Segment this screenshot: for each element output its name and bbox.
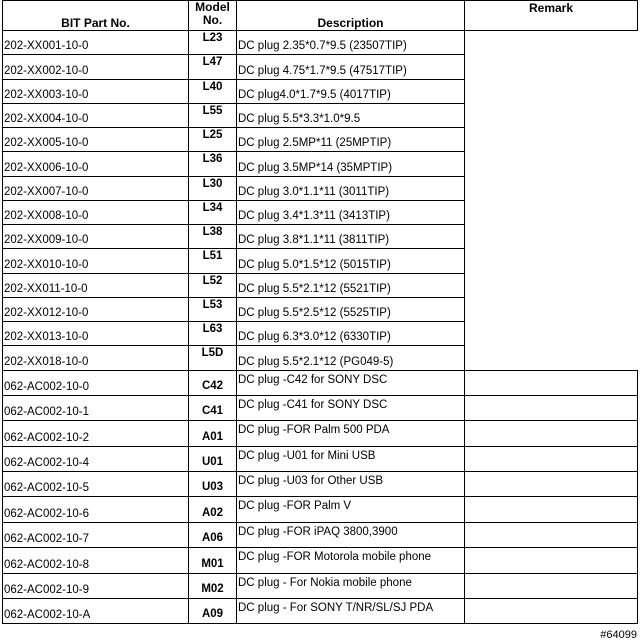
header-model-line1: Model — [195, 0, 230, 14]
cell-description: DC plug 6.3*3.0*12 (6330TIP) — [237, 322, 465, 346]
cell-model-no: M01 — [189, 548, 237, 573]
parts-table — [2, 0, 638, 624]
cell-model-no: L63 — [189, 322, 237, 346]
cell-description: DC plug 3.0*1.1*11 (3011TIP) — [237, 176, 465, 200]
cell-part-no: 062-AC002-10-6 — [3, 497, 189, 522]
table-row — [3, 370, 638, 395]
table-row — [3, 497, 638, 522]
cell-model-no: L38 — [189, 225, 237, 249]
table-row — [3, 79, 638, 103]
header-description: Description — [237, 1, 465, 31]
table-row — [3, 297, 638, 321]
cell-description: DC plug -C41 for SONY DSC — [237, 395, 465, 420]
cell-remark — [465, 128, 638, 152]
cell-model-no: L34 — [189, 200, 237, 224]
cell-model-no: L5D — [189, 346, 237, 370]
cell-part-no: 202-XX009-10-0 — [3, 225, 189, 249]
cell-part-no: 202-XX018-10-0 — [3, 346, 189, 370]
table-row — [3, 472, 638, 497]
cell-part-no: 202-XX006-10-0 — [3, 152, 189, 176]
cell-description: DC plug 3.8*1.1*11 (3811TIP) — [237, 225, 465, 249]
cell-remark — [465, 176, 638, 200]
cell-description: DC plug -FOR Palm 500 PDA — [237, 421, 465, 446]
cell-model-no: L55 — [189, 103, 237, 127]
cell-part-no: 202-XX010-10-0 — [3, 249, 189, 273]
cell-part-no: 202-XX007-10-0 — [3, 176, 189, 200]
table-row — [3, 55, 638, 79]
cell-model-no: A09 — [189, 599, 237, 624]
cell-part-no: 202-XX012-10-0 — [3, 297, 189, 321]
cell-remark — [465, 322, 638, 346]
header-part-no: BIT Part No. — [3, 1, 189, 31]
table-row — [3, 200, 638, 224]
cell-description: DC plug - For SONY T/NR/SL/SJ PDA — [237, 599, 465, 624]
cell-model-no: C42 — [189, 370, 237, 395]
cell-part-no: 062-AC002-10-2 — [3, 421, 189, 446]
cell-part-no: 202-XX002-10-0 — [3, 55, 189, 79]
cell-part-no: 202-XX013-10-0 — [3, 322, 189, 346]
table-row — [3, 322, 638, 346]
cell-description: DC plug 2.5MP*11 (25MPTIP) — [237, 128, 465, 152]
cell-remark — [465, 31, 638, 55]
cell-description: DC plug 5.5*2.1*12 (PG049-5) — [237, 346, 465, 370]
cell-model-no: U01 — [189, 446, 237, 471]
table-row — [3, 273, 638, 297]
cell-part-no: 062-AC002-10-7 — [3, 522, 189, 547]
cell-model-no: U03 — [189, 472, 237, 497]
cell-model-no: L51 — [189, 249, 237, 273]
cell-model-no: L53 — [189, 297, 237, 321]
cell-remark — [465, 573, 638, 598]
cell-model-no: M02 — [189, 573, 237, 598]
cell-remark — [465, 395, 638, 420]
cell-part-no: 062-AC002-10-5 — [3, 472, 189, 497]
cell-part-no: 062-AC002-10-9 — [3, 573, 189, 598]
cell-model-no: L23 — [189, 31, 237, 55]
header-row — [3, 1, 638, 31]
header-model-line2: No. — [202, 13, 223, 27]
cell-remark — [465, 200, 638, 224]
cell-model-no: L40 — [189, 79, 237, 103]
cell-description: DC plug -FOR Motorola mobile phone — [237, 548, 465, 573]
cell-description: DC plug 4.75*1.7*9.5 (47517TIP) — [237, 55, 465, 79]
table-row — [3, 599, 638, 624]
table-row — [3, 225, 638, 249]
cell-remark — [465, 522, 638, 547]
cell-description: DC plug 5.5*3.3*1.0*9.5 — [237, 103, 465, 127]
cell-remark — [465, 346, 638, 370]
cell-remark — [465, 297, 638, 321]
header-remark: Remark — [465, 1, 638, 31]
cell-part-no: 202-XX008-10-0 — [3, 200, 189, 224]
watermark-id: #64099 — [600, 629, 637, 641]
cell-remark — [465, 548, 638, 573]
table-row — [3, 446, 638, 471]
cell-remark — [465, 79, 638, 103]
cell-part-no: 062-AC002-10-1 — [3, 395, 189, 420]
cell-remark — [465, 370, 638, 395]
cell-description: DC plug 5.5*2.1*12 (5521TIP) — [237, 273, 465, 297]
cell-remark — [465, 446, 638, 471]
cell-remark — [465, 599, 638, 624]
cell-part-no: 202-XX005-10-0 — [3, 128, 189, 152]
cell-remark — [465, 497, 638, 522]
cell-description: DC plug - For Nokia mobile phone — [237, 573, 465, 598]
table-row — [3, 395, 638, 420]
cell-description: DC plug -U01 for Mini USB — [237, 446, 465, 471]
cell-part-no: 202-XX003-10-0 — [3, 79, 189, 103]
cell-remark — [465, 103, 638, 127]
cell-model-no: A06 — [189, 522, 237, 547]
cell-remark — [465, 152, 638, 176]
cell-description: DC plug 5.0*1.5*12 (5015TIP) — [237, 249, 465, 273]
cell-model-no: L47 — [189, 55, 237, 79]
table-row — [3, 128, 638, 152]
cell-description: DC plug4.0*1.7*9.5 (4017TIP) — [237, 79, 465, 103]
cell-part-no: 202-XX011-10-0 — [3, 273, 189, 297]
cell-description: DC plug -FOR iPAQ 3800,3900 — [237, 522, 465, 547]
cell-description: DC plug 3.4*1.3*11 (3413TIP) — [237, 200, 465, 224]
cell-part-no: 202-XX001-10-0 — [3, 31, 189, 55]
table-body — [3, 31, 638, 624]
table-row — [3, 522, 638, 547]
cell-part-no: 062-AC002-10-A — [3, 599, 189, 624]
cell-remark — [465, 225, 638, 249]
cell-model-no: L30 — [189, 176, 237, 200]
cell-model-no: L25 — [189, 128, 237, 152]
cell-model-no: C41 — [189, 395, 237, 420]
cell-description: DC plug -C42 for SONY DSC — [237, 370, 465, 395]
cell-model-no: L52 — [189, 273, 237, 297]
table-row — [3, 421, 638, 446]
cell-part-no: 062-AC002-10-0 — [3, 370, 189, 395]
cell-part-no: 062-AC002-10-4 — [3, 446, 189, 471]
table-row — [3, 548, 638, 573]
cell-description: DC plug 5.5*2.5*12 (5525TIP) — [237, 297, 465, 321]
table-row — [3, 152, 638, 176]
cell-remark — [465, 249, 638, 273]
table-row — [3, 573, 638, 598]
header-model-no — [189, 1, 237, 31]
table-row — [3, 31, 638, 55]
table-row — [3, 103, 638, 127]
cell-model-no: A01 — [189, 421, 237, 446]
cell-remark — [465, 421, 638, 446]
table-row — [3, 249, 638, 273]
table-row — [3, 346, 638, 370]
cell-remark — [465, 472, 638, 497]
cell-description: DC plug 3.5MP*14 (35MPTIP) — [237, 152, 465, 176]
cell-remark — [465, 55, 638, 79]
cell-part-no: 062-AC002-10-8 — [3, 548, 189, 573]
cell-part-no: 202-XX004-10-0 — [3, 103, 189, 127]
cell-remark — [465, 273, 638, 297]
cell-description: DC plug -U03 for Other USB — [237, 472, 465, 497]
cell-description: DC plug -FOR Palm V — [237, 497, 465, 522]
cell-model-no: A02 — [189, 497, 237, 522]
cell-description: DC plug 2.35*0.7*9.5 (23507TIP) — [237, 31, 465, 55]
table-row — [3, 176, 638, 200]
cell-model-no: L36 — [189, 152, 237, 176]
